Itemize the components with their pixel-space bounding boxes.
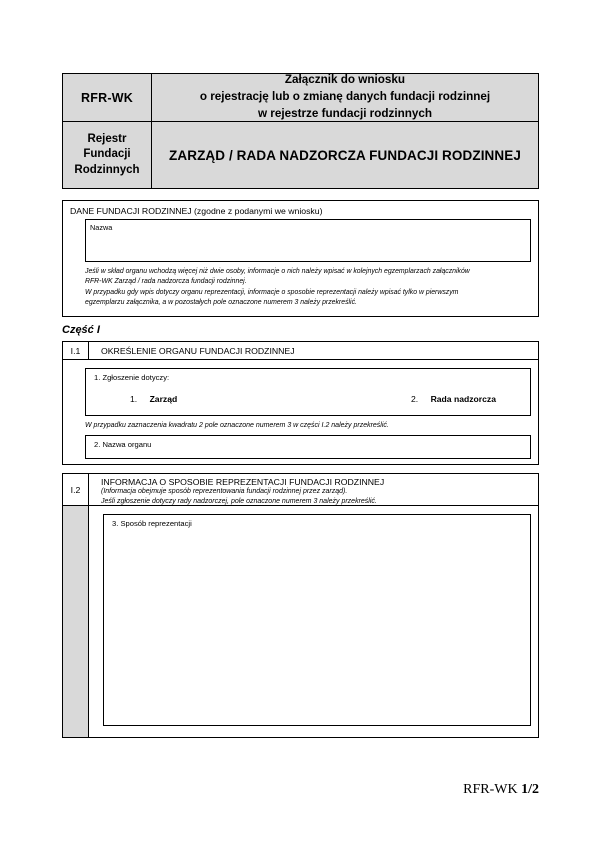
field-zgloszenie-dotyczy — [85, 368, 531, 416]
field-nazwa-organu-label: 2. Nazwa organu — [94, 440, 152, 449]
part-label: Część I — [62, 324, 100, 336]
choice-rada-label: Rada nadzorcza — [430, 394, 496, 404]
section-i2-subtitle-line2: Jeśli zgłoszenie dotyczy rady nadzorczej, pole oznaczone numerem 3 należy przekreślić. — [101, 498, 377, 506]
field-sposob-reprezentacji[interactable] — [103, 514, 531, 726]
section-i1-number: I.1 — [63, 342, 89, 359]
choice-rada-nadzorcza[interactable] — [411, 394, 530, 404]
register-name-line3: Rodzinnych — [74, 163, 140, 176]
form-header-left — [63, 74, 152, 188]
section-i2-header — [63, 474, 538, 506]
section-i1 — [62, 341, 539, 465]
field-sposob-reprezentacji-label: 3. Sposób reprezentacji — [112, 519, 192, 528]
register-name-line1: Rejestr — [87, 132, 127, 145]
section-i2-title: INFORMACJA O SPOSOBIE REPREZENTACJI FUNDACJI RODZINNEJ — [101, 477, 385, 487]
organ-choices — [86, 382, 530, 404]
foundation-data-section — [62, 200, 539, 317]
field-nazwa-organu[interactable] — [85, 435, 531, 459]
section-i1-note: W przypadku zaznaczenia kwadratu 2 pole oznaczone numerem 3 w części I.2 należy przekreślić. — [85, 422, 389, 429]
form-header — [62, 73, 539, 189]
note-line-2: RFR-WK Zarząd / rada nadzorcza fundacji rodzinnej. — [85, 278, 247, 286]
form-title — [152, 74, 538, 122]
section-i2 — [62, 473, 539, 738]
nazwa-field[interactable] — [85, 219, 531, 262]
foundation-data-title: DANE FUNDACJI RODZINNEJ (zgodne z podanymi we wniosku) — [70, 206, 323, 216]
form-code-cell: RFR-WK — [63, 74, 151, 122]
section-i2-number: I.2 — [63, 474, 89, 505]
field-zgloszenie-label: 1. Zgłoszenie dotyczy: — [94, 373, 170, 382]
page-footer — [463, 782, 539, 798]
footer-form-code: RFR-WK — [463, 782, 518, 797]
register-name-cell — [63, 122, 151, 188]
note-line-1: Jeśli w skład organu wchodzą więcej niż dwie osoby, informacje o nich należy wpisać w kolejnych egzemplarzach załączników — [85, 268, 470, 275]
nazwa-label: Nazwa — [90, 223, 113, 232]
form-title-line2: o rejestrację lub o zmianę danych fundacji rodzinnej — [199, 90, 491, 104]
note-line-3: W przypadku gdy wpis dotyczy organu reprezentacji, informacje o sposobie reprezentacji należy wpisać tylko w pierwszym — [85, 288, 459, 296]
note-line-4: egzemplarzu załącznika, a w pozostałych pole oznaczone numerem 3 należy przekreślić. — [85, 299, 357, 307]
foundation-data-note — [85, 267, 531, 308]
section-i2-gray-strip — [63, 506, 89, 737]
section-i1-header — [63, 342, 538, 360]
choice-zarzad[interactable] — [86, 394, 177, 404]
section-i2-title-group — [89, 474, 384, 505]
form-subtitle: ZARZĄD / RADA NADZORCZA FUNDACJI RODZINNEJ — [169, 147, 521, 163]
form-title-line1: Załącznik do wniosku — [284, 73, 406, 87]
choice-rada-number: 2. — [411, 394, 419, 404]
choice-zarzad-number: 1. — [130, 394, 138, 404]
section-i2-subtitle-line1: (Informacja obejmuje sposób reprezentowania fundacji rodzinnej przez zarząd). — [101, 488, 348, 495]
form-title-line3: w rejestrze fundacji rodzinnych — [257, 106, 433, 120]
section-i1-title: OKREŚLENIE ORGANU FUNDACJI RODZINNEJ — [101, 345, 295, 356]
footer-page-number: 1/2 — [521, 782, 539, 797]
form-header-right — [152, 74, 538, 188]
register-name-line2: Fundacji — [83, 148, 131, 161]
choice-zarzad-label: Zarząd — [149, 394, 178, 404]
